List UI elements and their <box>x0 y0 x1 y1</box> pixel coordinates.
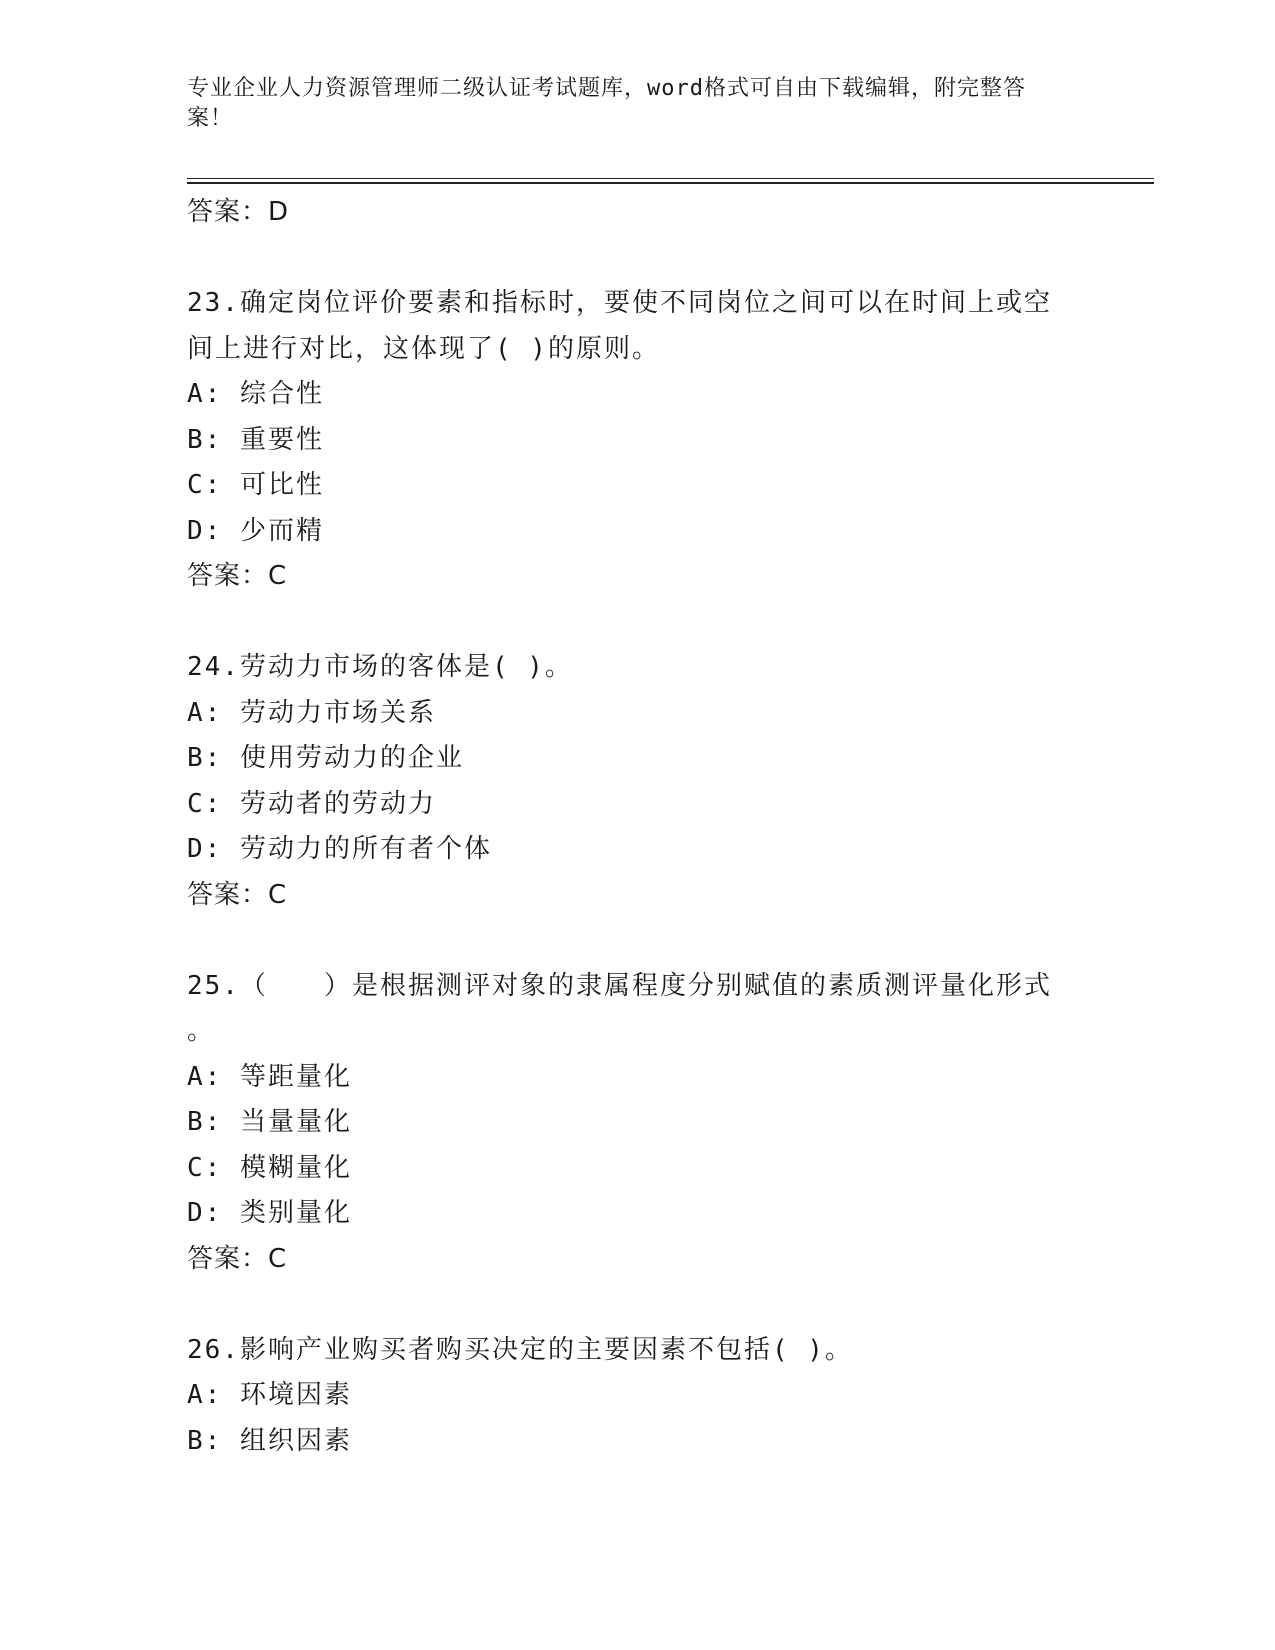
option-a: A: 环境因素 <box>187 1380 352 1410</box>
option-b: B: 当量量化 <box>187 1107 352 1137</box>
answer: 答案：C <box>187 561 288 591</box>
question-stem: 23.确定岗位评价要素和指标时，要使不同岗位之间可以在时间上或空 <box>187 288 1052 318</box>
header-divider-thick <box>187 182 1154 184</box>
spacer <box>187 918 1087 964</box>
option-b: B: 使用劳动力的企业 <box>187 743 464 773</box>
option-c: C: 可比性 <box>187 470 324 500</box>
question-stem: 26.影响产业购买者购买决定的主要因素不包括( )。 <box>187 1334 853 1365</box>
question-stem: 。 <box>187 1016 216 1046</box>
option-a: A: 劳动力市场关系 <box>187 697 436 728</box>
option-b: B: 组织因素 <box>187 1425 352 1456</box>
spacer <box>187 236 1087 282</box>
option-d: D: 劳动力的所有者个体 <box>187 834 492 864</box>
question-stem: 24.劳动力市场的客体是( )。 <box>187 652 573 682</box>
answer: 答案：C <box>187 1243 288 1274</box>
document-header: 专业企业人力资源管理师二级认证考试题库，word格式可自由下载编辑，附完整答案！ <box>187 76 1026 131</box>
question-24 <box>187 645 1087 918</box>
question-25 <box>187 964 1087 1283</box>
question-stem: 间上进行对比，这体现了( )的原则。 <box>187 333 660 364</box>
option-d: D: 类别量化 <box>187 1198 352 1228</box>
spacer <box>187 1282 1087 1328</box>
option-b: B: 重要性 <box>187 424 324 455</box>
question-23 <box>187 281 1087 600</box>
option-a: A: 综合性 <box>187 379 324 409</box>
header-divider-thin <box>187 178 1154 179</box>
spacer <box>187 600 1087 646</box>
question-stem: 25.（ ）是根据测评对象的隶属程度分别赋值的素质测评量化形式 <box>187 970 1052 1001</box>
option-d: D: 少而精 <box>187 515 324 546</box>
option-c: C: 劳动者的劳动力 <box>187 788 436 819</box>
document-body <box>187 190 1087 1464</box>
option-c: C: 模糊量化 <box>187 1152 352 1183</box>
option-a: A: 等距量化 <box>187 1061 352 1092</box>
previous-answer: 答案：D <box>187 197 290 227</box>
answer: 答案：C <box>187 879 288 910</box>
question-26 <box>187 1328 1087 1465</box>
